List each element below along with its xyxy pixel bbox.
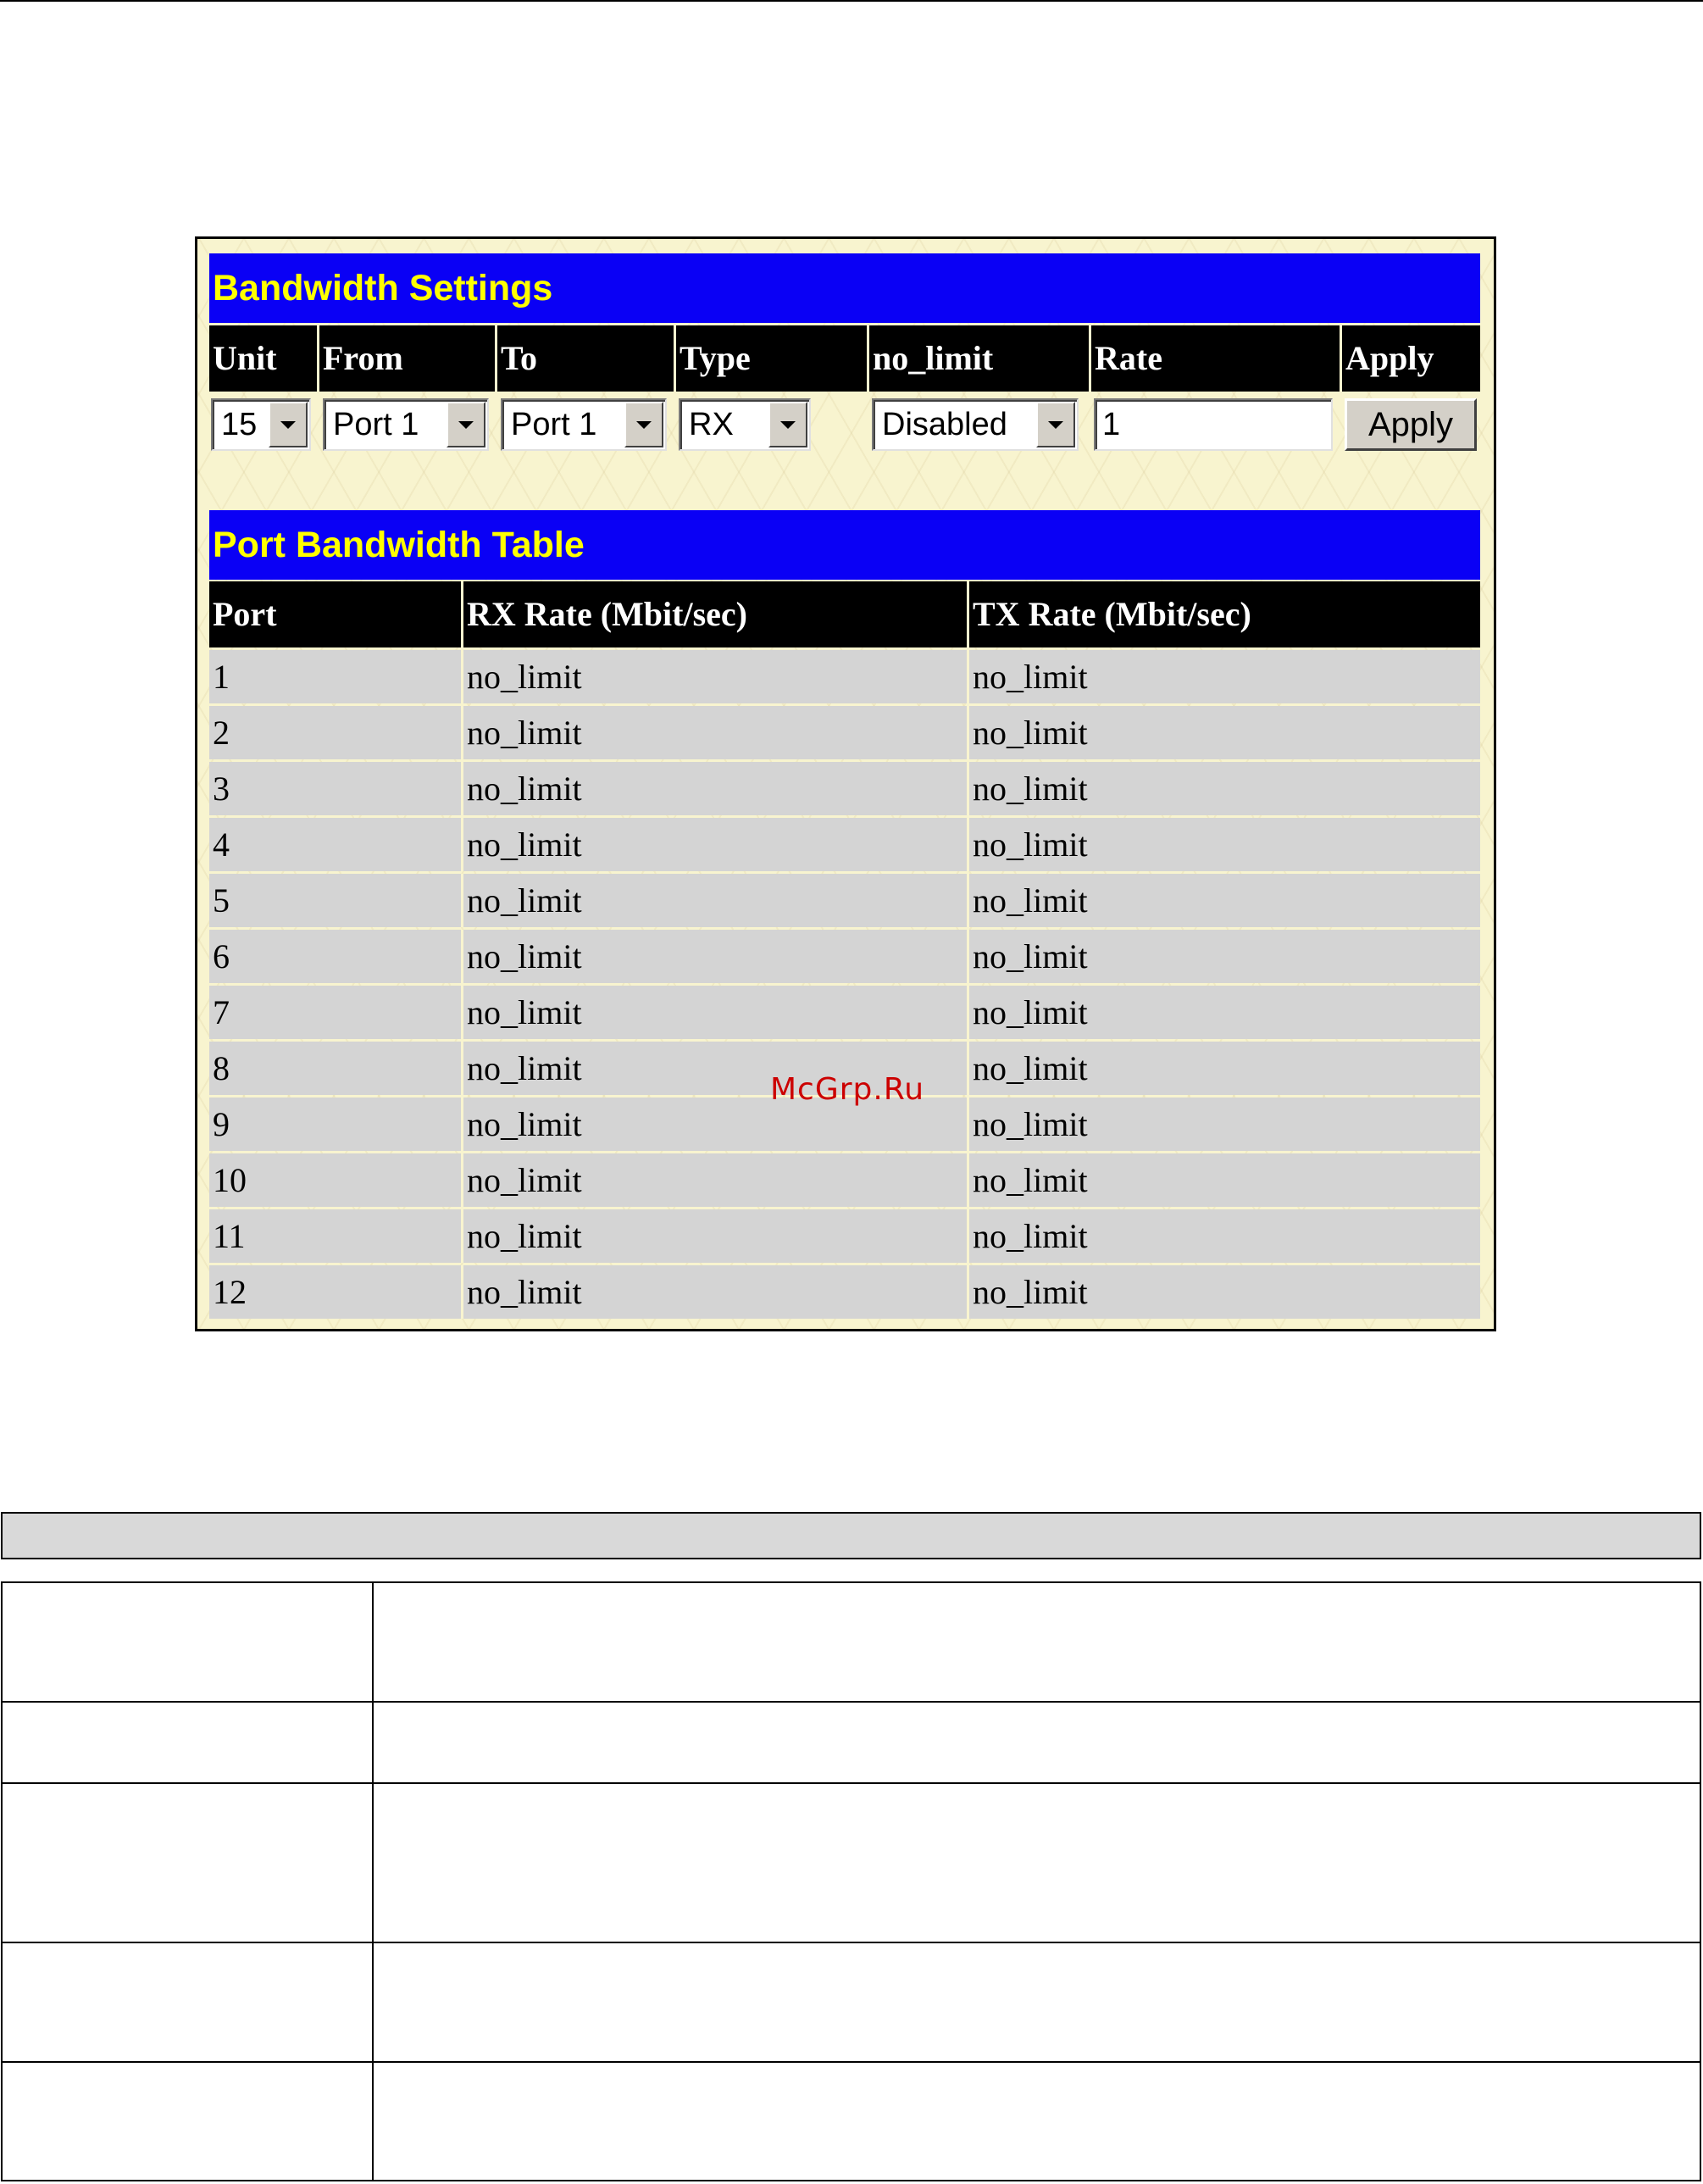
table-row [209, 706, 1480, 759]
tx-cell: no_limit [969, 1209, 1480, 1263]
port-cell: 4 [209, 818, 463, 871]
table-row [209, 1265, 1480, 1319]
rx-cell: no_limit [463, 1153, 969, 1207]
screenshot-frame [195, 236, 1496, 1331]
rx-cell: no_limit [463, 650, 969, 703]
tx-cell: no_limit [969, 1153, 1480, 1207]
port-cell: 10 [209, 1153, 463, 1207]
port-cell: 12 [209, 1265, 463, 1319]
section-header-bar [1, 1512, 1701, 1559]
rx-cell: no_limit [463, 1042, 969, 1095]
chevron-down-icon[interactable] [1036, 402, 1075, 447]
port-cell: 8 [209, 1042, 463, 1095]
unit-select[interactable] [211, 398, 311, 451]
description-cell [373, 1942, 1700, 2062]
bandwidth-settings-header [209, 325, 1480, 392]
chevron-down-icon[interactable] [447, 402, 485, 447]
port-cell: 6 [209, 930, 463, 983]
table-row [2, 1582, 1700, 1702]
rx-cell: no_limit [463, 818, 969, 871]
from-port-select[interactable] [323, 398, 489, 451]
param-cell [2, 1783, 373, 1942]
port-cell: 1 [209, 650, 463, 703]
col-apply: Apply [1345, 339, 1434, 377]
table-row [209, 1153, 1480, 1207]
col-to: To [497, 325, 676, 392]
description-cell [373, 1783, 1700, 1942]
bandwidth-settings-controls [209, 392, 1480, 463]
table-row [2, 1942, 1700, 2062]
tx-cell: no_limit [969, 1265, 1480, 1319]
col-rate: Rate [1091, 325, 1342, 392]
col-from: From [319, 325, 497, 392]
from-value: Port 1 [333, 407, 419, 442]
table-row [209, 930, 1480, 983]
description-cell [373, 1582, 1700, 1702]
table-row [209, 650, 1480, 703]
col-no-limit: no_limit [869, 325, 1091, 392]
tx-cell: no_limit [969, 874, 1480, 927]
table-row [209, 818, 1480, 871]
table-row [2, 2062, 1700, 2181]
rx-cell: no_limit [463, 930, 969, 983]
type-value: RX [689, 407, 734, 442]
rx-cell: no_limit [463, 1209, 969, 1263]
table-row [2, 1702, 1700, 1783]
col-type: Type [676, 325, 869, 392]
no-limit-value: Disabled [882, 407, 1007, 442]
port-cell: 7 [209, 986, 463, 1039]
tx-cell: no_limit [969, 706, 1480, 759]
port-cell: 11 [209, 1209, 463, 1263]
chevron-down-icon[interactable] [624, 402, 663, 447]
table-row [2, 1783, 1700, 1942]
description-cell [373, 1702, 1700, 1783]
port-bandwidth-panel [209, 510, 1480, 1319]
watermark: McGrp.Ru [770, 1072, 925, 1107]
rx-cell: no_limit [463, 1098, 969, 1151]
col-rx-rate: RX Rate (Mbit/sec) [463, 581, 969, 647]
tx-cell: no_limit [969, 1042, 1480, 1095]
table-row [209, 762, 1480, 815]
unit-value: 15 [221, 407, 258, 442]
col-tx-rate: TX Rate (Mbit/sec) [973, 595, 1251, 633]
param-cell [2, 2062, 373, 2181]
table-row [209, 1209, 1480, 1263]
param-cell [2, 1702, 373, 1783]
port-cell: 5 [209, 874, 463, 927]
port-cell: 2 [209, 706, 463, 759]
col-unit: Unit [209, 325, 319, 392]
tx-cell: no_limit [969, 650, 1480, 703]
bandwidth-settings-panel [209, 253, 1480, 463]
apply-button[interactable]: Apply [1345, 398, 1477, 451]
table-row [209, 986, 1480, 1039]
rx-cell: no_limit [463, 1265, 969, 1319]
to-port-select[interactable] [501, 398, 667, 451]
port-table-header [209, 581, 1480, 647]
type-select[interactable] [679, 398, 811, 451]
rx-cell: no_limit [463, 986, 969, 1039]
port-cell: 3 [209, 762, 463, 815]
tx-cell: no_limit [969, 762, 1480, 815]
tx-cell: no_limit [969, 986, 1480, 1039]
rx-cell: no_limit [463, 874, 969, 927]
bandwidth-settings-title: Bandwidth Settings [209, 253, 1480, 323]
to-value: Port 1 [511, 407, 597, 442]
tx-cell: no_limit [969, 1098, 1480, 1151]
description-table [1, 1581, 1701, 2181]
rx-cell: no_limit [463, 706, 969, 759]
rx-cell: no_limit [463, 762, 969, 815]
chevron-down-icon[interactable] [768, 402, 807, 447]
param-cell [2, 1582, 373, 1702]
tx-cell: no_limit [969, 818, 1480, 871]
description-cell [373, 2062, 1700, 2181]
param-cell [2, 1942, 373, 2062]
port-cell: 9 [209, 1098, 463, 1151]
rate-input[interactable]: 1 [1094, 398, 1333, 451]
port-bandwidth-title: Port Bandwidth Table [209, 510, 1480, 580]
top-rule [0, 0, 1703, 2]
chevron-down-icon[interactable] [269, 402, 308, 447]
no-limit-select[interactable] [872, 398, 1079, 451]
table-row [209, 874, 1480, 927]
tx-cell: no_limit [969, 930, 1480, 983]
col-port: Port [209, 581, 463, 647]
